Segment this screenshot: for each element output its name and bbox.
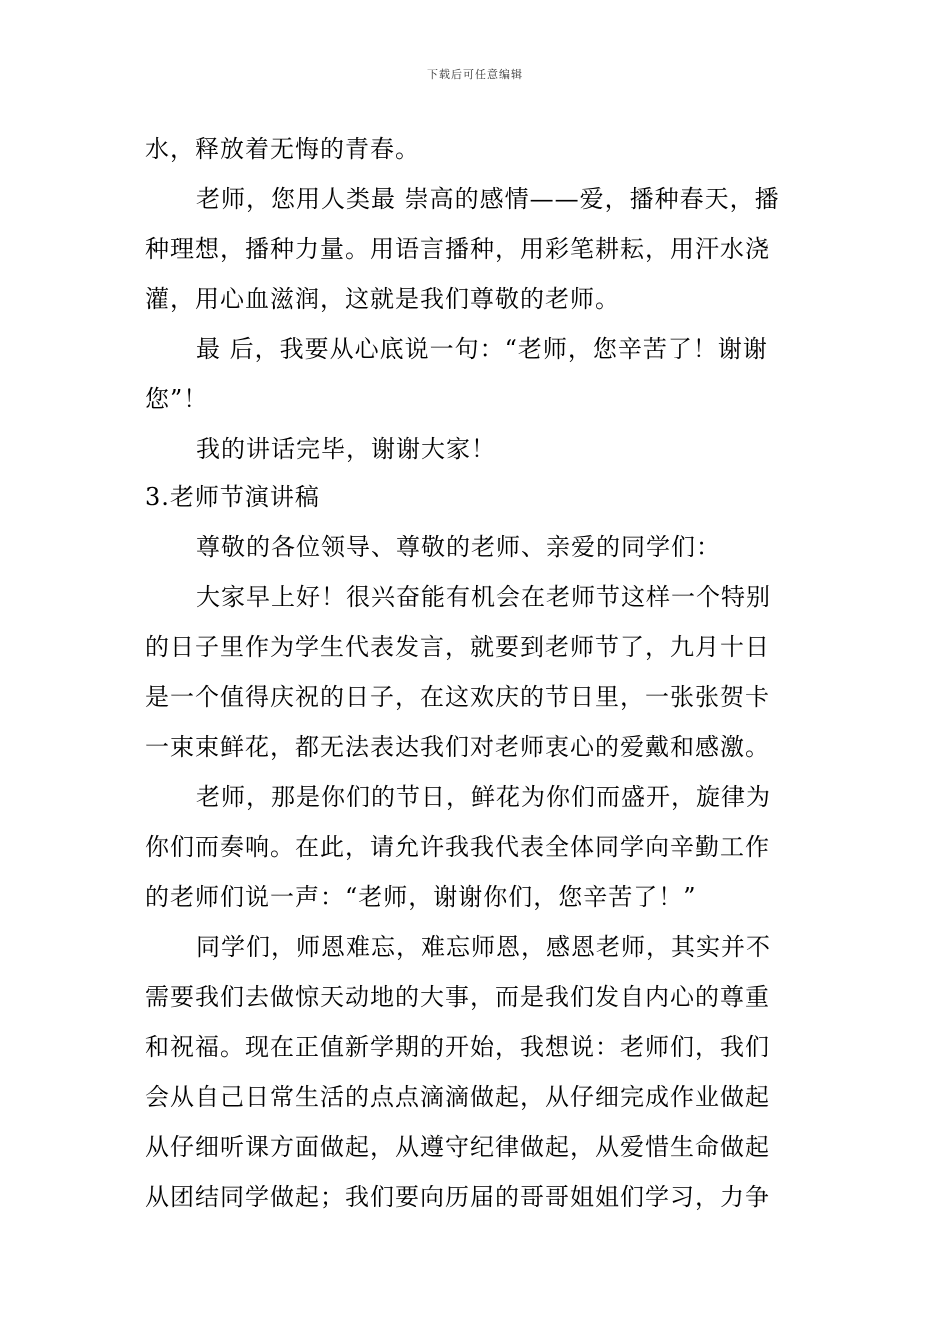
text-line: 一束束鲜花，都无法表达我们对老师衷心的爱戴和感激。 bbox=[145, 733, 770, 761]
text-line: 种理想，播种力量。用语言播种，用彩笔耕耘，用汗水浇 bbox=[145, 235, 770, 263]
text-line: 会从自己日常生活的点点滴滴做起，从仔细完成作业做起 bbox=[145, 1083, 770, 1111]
text-line: 灌，用心血滋润，这就是我们尊敬的老师。 bbox=[145, 285, 620, 313]
page-header: 下载后可任意编辑 bbox=[427, 68, 523, 81]
text-line: 和祝福。现在正值新学期的开始，我想说：老师们，我们 bbox=[145, 1033, 770, 1061]
text-line: 从仔细听课方面做起，从遵守纪律做起，从爱惜生命做起 bbox=[145, 1133, 770, 1161]
text-line: 你们而奏响。在此，请允许我我代表全体同学向辛勤工作 bbox=[145, 833, 770, 861]
text-line: 同学们，师恩难忘，难忘师恩，感恩老师，其实并不 bbox=[196, 933, 771, 961]
text-line: 大家早上好！很兴奋能有机会在老师节这样一个特别 bbox=[196, 583, 771, 611]
text-line: 水，释放着无悔的青春。 bbox=[145, 135, 420, 163]
text-line: 需要我们去做惊天动地的大事，而是我们发自内心的尊重 bbox=[145, 983, 770, 1011]
section-title: 3.老师节演讲稿 bbox=[145, 483, 320, 511]
text-line: 老师，那是你们的节日，鲜花为你们而盛开，旋律为 bbox=[196, 783, 771, 811]
text-line: 是一个值得庆祝的日子，在这欢庆的节日里，一张张贺卡 bbox=[145, 683, 770, 711]
text-line: 从团结同学做起；我们要向历届的哥哥姐姐们学习，力争 bbox=[145, 1183, 770, 1211]
text-line: 您”！ bbox=[145, 385, 209, 413]
text-line: 我的讲话完毕，谢谢大家！ bbox=[196, 435, 496, 463]
text-line: 尊敬的各位领导、尊敬的老师、亲爱的同学们： bbox=[196, 533, 721, 561]
text-line: 最 后，我要从心底说一句：“老师，您辛苦了！谢谢 bbox=[196, 335, 768, 363]
text-line: 的老师们说一声：“老师，谢谢你们，您辛苦了！” bbox=[145, 883, 697, 911]
text-line: 的日子里作为学生代表发言，就要到老师节了，九月十日 bbox=[145, 633, 770, 661]
text-line: 老师，您用人类最 崇高的感情——爱，播种春天，播 bbox=[196, 185, 780, 213]
